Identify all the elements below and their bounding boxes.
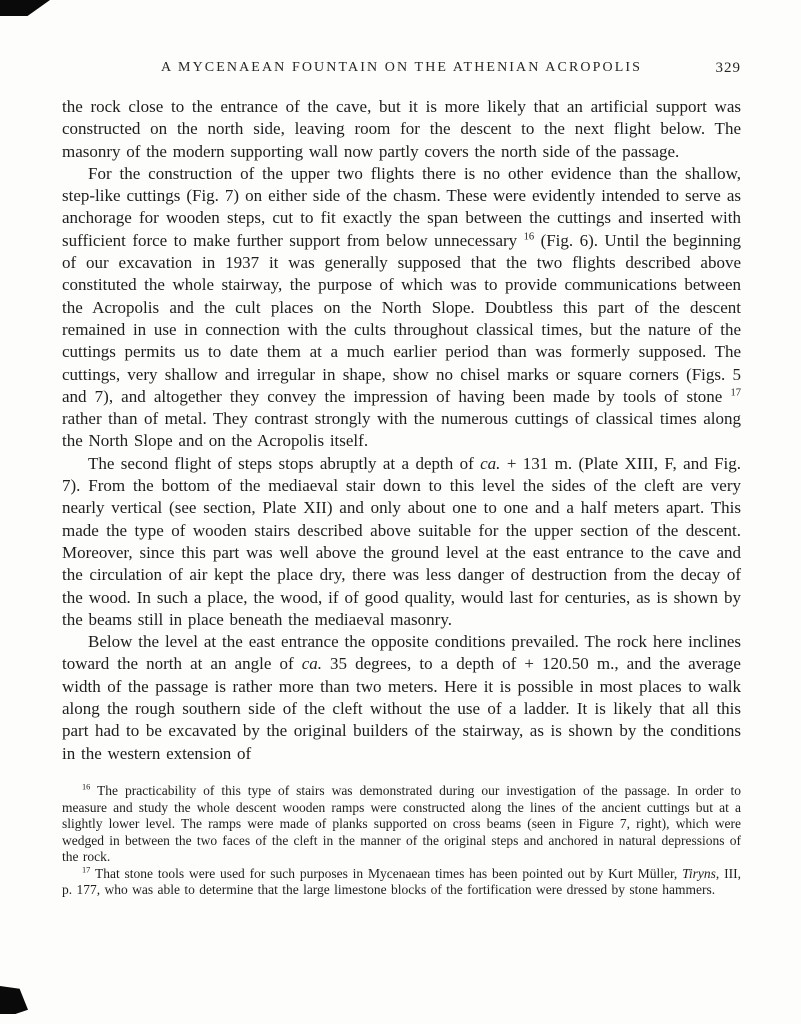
paragraph-second-flight: The second flight of steps stops abruptly at a depth of ca. + 131 m. (Plate XIII, F, and Fig. 7). From the bottom of the mediaeval stair down to this level the sides of the cleft are very nearly vertical (see section, Plate XII) and only about one to one and a half meters apart. This made the type of wooden stairs described above suitable for the upper section of the descent. Moreover, since this part was well above the ground level at the east entrance to the cave and the circulation of air kept the place dry, there was less danger of destruction from the decay of the wood. In such a place, the wood, if of good quality, would last for centuries, as is shown by the beams still in place beneath the mediaeval masonry. bbox=[62, 453, 741, 629]
footnotes-section bbox=[62, 783, 741, 899]
scan-artifact-top-left bbox=[0, 0, 50, 16]
paragraph-below-level: Below the level at the east entrance the opposite conditions prevailed. The rock here inclines toward the north at an angle of ca. 35 degrees, to a depth of + 120.50 m., and the average width of the passage is rather more than two meters. Here it is possible in most places to walk along the rough southern side of the cleft without the use of a ladder. It is likely that all this part had to be excavated by the original builders of the stairway, as is shown by the conditions in the western extension of bbox=[62, 632, 741, 763]
running-head-title: A MYCENAEAN FOUNTAIN ON THE ATHENIAN ACROPOLIS bbox=[160, 60, 642, 75]
footnote-17: $^{17}$ That stone tools were used for such purposes in Mycenaean times has been pointed out by Kurt Müller, Tiryns, III, p. 177, who was able to determine that the large limestone blocks of the fortification were dressed by stone hammers. bbox=[62, 865, 741, 898]
page-number: 329 bbox=[715, 60, 741, 76]
body-text bbox=[62, 96, 741, 765]
scan-artifact-bottom-left bbox=[0, 986, 28, 1014]
running-head bbox=[62, 60, 741, 76]
paragraph-construction: For the construction of the upper two flights there is no other evidence than the shallow, step-like cuttings (Fig. 7) on either side of the chasm. These were evidently intended to serve as anchorage for wooden steps, cut to fit exactly the span between the cuttings and inserted with sufficient force to make further support from below unnecessary $^{16}$ (Fig. 6). Until the beginning of our excavation in 1937 it was generally supposed that the two flights described above constituted the whole stairway, the purpose of which was to provide communications between the Acropolis and the cult places on the North Slope. Doubtless this part of the descent remained in use in connection with the cults throughout classical times, but the nature of the cuttings permits us to date them at a much earlier period than was formerly supposed. The cuttings, very shallow and irregular in shape, show no chisel marks or square corners (Figs. 5 and 7), and altogether they convey the impression of having been made by tools of stone $^{17}$ rather than of metal. They contrast strongly with the numerous cuttings of classical times along the North Slope and on the Acropolis itself. bbox=[62, 163, 741, 451]
page-content bbox=[62, 60, 741, 899]
footnote-16: $^{16}$ The practicability of this type of stairs was demonstrated during our investigation of the passage. In order to measure and study the whole descent wooden ramps were constructed along the lines of the ancient cuttings but at a slightly lower level. The ramps were made of planks supported on cross beams (seen in Figure 7, right), which were wedged in between the two faces of the cleft in the manner of the original steps and anchored in natural depressions of the rock. bbox=[62, 782, 741, 865]
paragraph-continuation: the rock close to the entrance of the cave, but it is more likely that an artificial support was constructed on the north side, leaving room for the descent to the next flight below. The masonry of the modern supporting wall now partly covers the north side of the passage. bbox=[62, 97, 741, 161]
